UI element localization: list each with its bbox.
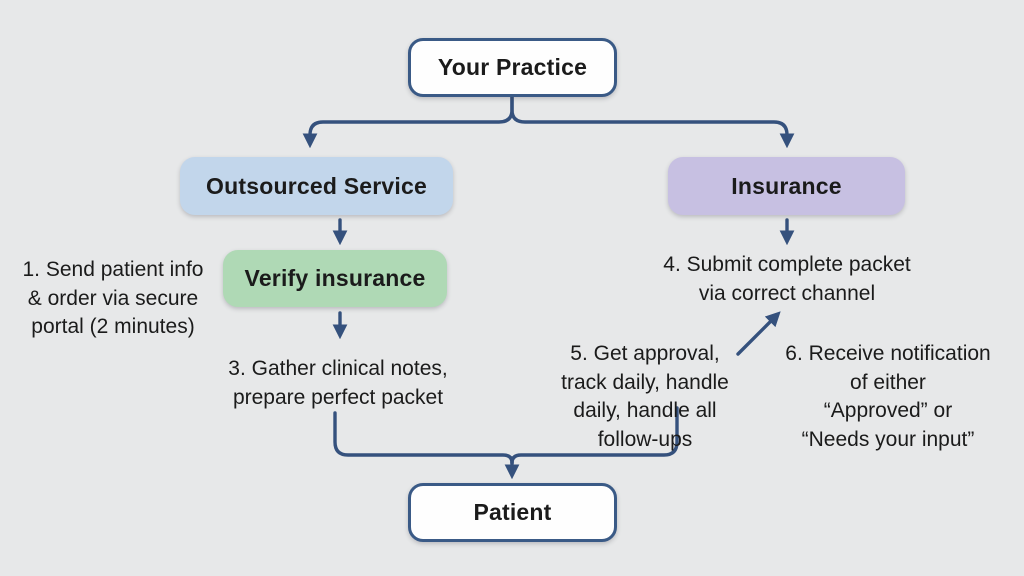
step-1-line: & order via secure bbox=[27, 286, 199, 310]
step-5-line: daily, handle all bbox=[573, 399, 717, 422]
step-1-line: portal (2 minutes) bbox=[31, 315, 195, 338]
step-1-line: 1. Send patient info bbox=[22, 258, 204, 281]
node-insurance-label: Insurance bbox=[731, 172, 842, 199]
node-your-practice-label: Your Practice bbox=[437, 54, 588, 80]
node-verify-insurance bbox=[223, 250, 447, 307]
node-patient-label: Patient bbox=[473, 499, 552, 525]
step-3-gather-notes bbox=[183, 355, 493, 412]
node-outsourced-service bbox=[180, 157, 453, 215]
node-verify-insurance-label: Verify insurance bbox=[244, 265, 426, 291]
step-5-get-approval bbox=[533, 340, 757, 454]
edge-practice-to-insurance bbox=[512, 97, 787, 143]
step-6-receive-notification bbox=[762, 340, 1014, 454]
step-5-line: track daily, handle bbox=[561, 370, 729, 394]
edge-practice-to-outsourced bbox=[310, 97, 512, 143]
step-6-line: “Approved” or bbox=[823, 399, 953, 422]
step-3-line: 3. Gather clinical notes, bbox=[228, 357, 448, 380]
edge-step3-to-merge bbox=[335, 413, 512, 463]
step-6-line: of either bbox=[850, 370, 926, 394]
step-6-line: 6. Receive notification bbox=[785, 342, 991, 365]
step-1-send-patient-info bbox=[2, 256, 224, 342]
step-5-line: 5. Get approval, bbox=[570, 342, 720, 365]
step-5-line: follow-ups bbox=[597, 427, 693, 451]
node-outsourced-service-label: Outsourced Service bbox=[206, 172, 427, 199]
step-4-line: via correct channel bbox=[698, 281, 876, 305]
step-3-line: prepare perfect packet bbox=[232, 385, 444, 409]
node-insurance bbox=[668, 157, 905, 215]
step-4-submit-packet bbox=[612, 251, 962, 308]
step-6-line: “Needs your input” bbox=[801, 427, 975, 451]
step-4-line: 4. Submit complete packet bbox=[663, 253, 911, 276]
node-your-practice bbox=[408, 38, 617, 97]
node-patient bbox=[408, 483, 617, 542]
